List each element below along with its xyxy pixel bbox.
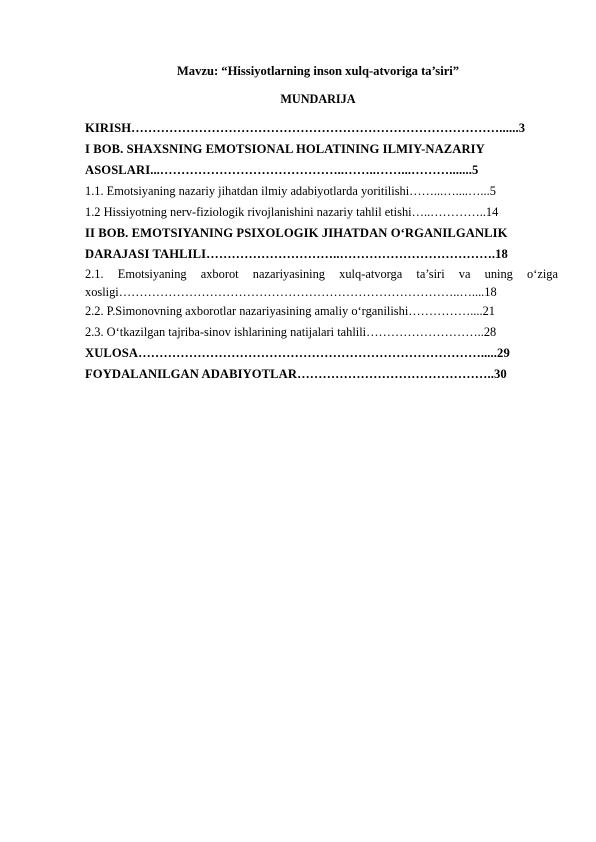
table-of-contents — [85, 118, 558, 385]
toc-section-2-3[interactable]: 2.3. O‘tkazilgan tajriba-sinov ishlarining natijalari tahlili………………………..28 — [85, 325, 497, 339]
toc-section-2-2[interactable]: 2.2. P.Simonovning axborotlar nazariyasining amaliy o‘rganilishi……………....21 — [85, 304, 495, 318]
toc-section-2-1[interactable]: 2.1. Emotsiyaning axborot nazariyasining xulq-atvorga ta’siri va uning o‘ziga — [85, 267, 558, 281]
toc-entry-conclusion[interactable]: XULOSA……………………………………………………………………….....29 — [85, 346, 510, 360]
toc-chapter-2-title[interactable]: II BOB. EMOTSIYANING PSIXOLOGIK JIHATDAN O‘RGANILGANLIK — [85, 226, 508, 240]
contents-heading: MUNDARIJA — [280, 92, 356, 106]
toc-section-1-1[interactable]: 1.1. Emotsiyaning nazariy jihatdan ilmiy adabiyotlarda yoritilishi……...…....…...5 — [85, 184, 496, 198]
toc-chapter-1-title-continued[interactable]: ASOSLARI...……………………………………..……..……...……….......5 — [85, 163, 479, 177]
toc-section-2-1-continued[interactable]: xosligi………………………………………………………………………..…....18 — [85, 285, 497, 299]
document-topic: Mavzu: “Hissiyotlarning inson xulq-atvoriga ta’siri” — [176, 64, 460, 78]
toc-chapter-2-title-continued[interactable]: DARAJASI TAHLILI…………………………..……………………………….18 — [85, 247, 508, 261]
toc-entry-references[interactable]: FOYDALANILGAN ADABIYOTLAR………………………………………..30 — [85, 367, 507, 381]
toc-section-1-2[interactable]: 1.2 Hissiyotning nerv-fiziologik rivojlanishini nazariy tahlil etishi…..…………..14 — [85, 205, 499, 219]
toc-chapter-1-title[interactable]: I BOB. SHAXSNING EMOTSIONAL HOLATINING ILMIY-NAZARIY — [85, 142, 485, 156]
toc-entry-introduction[interactable]: KIRISH……………………………………………………………………………......3 — [85, 121, 526, 135]
